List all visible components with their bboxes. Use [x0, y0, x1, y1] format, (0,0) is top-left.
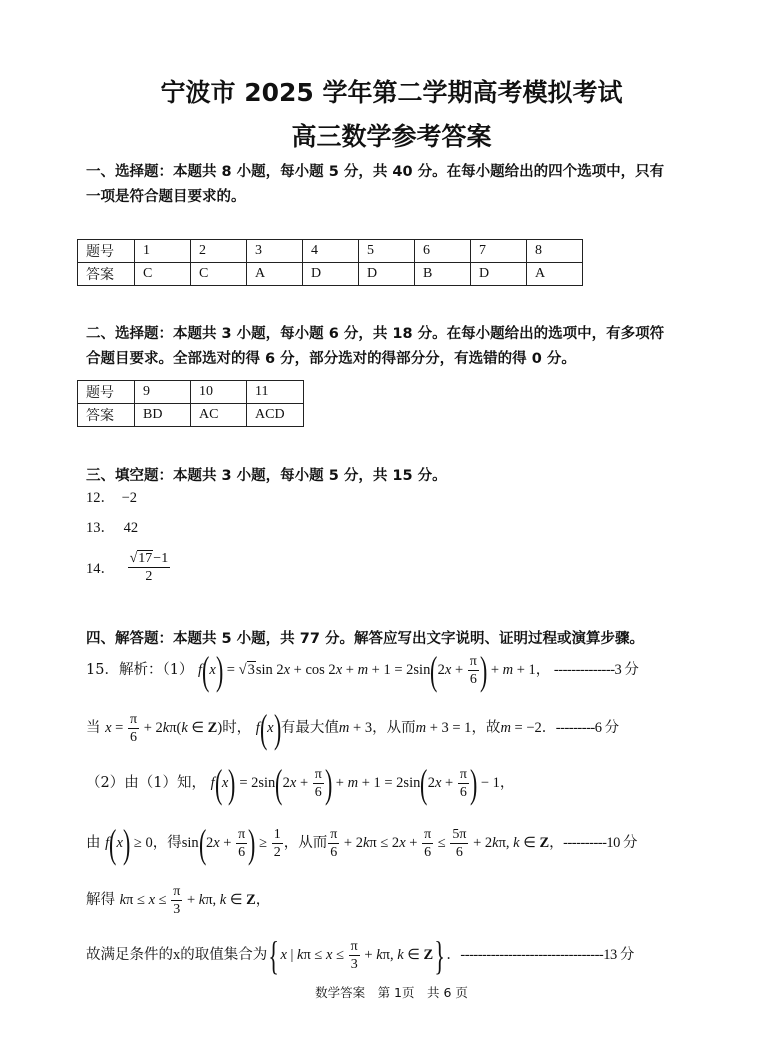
q15-part1-line [86, 647, 639, 693]
page-subtitle: 高三数学参考答案 [291, 122, 492, 151]
question-number: 1 [135, 240, 191, 263]
radicand: 17 [138, 551, 153, 566]
q15-set-line [86, 932, 634, 978]
text-segment: 故满足条件的 [86, 947, 173, 963]
question-number: 11 [247, 381, 304, 404]
text-segment: 由 [86, 835, 101, 851]
text-segment: ，故 [471, 720, 501, 736]
score-marker: ，----------10 分 [549, 835, 638, 851]
answer-cell: D [303, 263, 359, 286]
text-segment: 的取值集合为 [180, 947, 268, 963]
formula: {x | kπ ≤ x ≤ $\frac{\pi}{3}$ + kπ, k ∈ Z} [268, 932, 446, 978]
formula: f(x) = √3sin 2x + cos 2x + m + 1 = 2sin(2x + $\frac{\pi}{6}$ ) + m + 1， [198, 647, 554, 693]
variable: x [173, 947, 181, 963]
question-number: 2 [191, 240, 247, 263]
formula: f(x) = 2sin(2x + $\frac{\pi}{6}$ ) + m + 1 = 2sin(2x + $\frac{\pi}{6}$ ) − 1， [210, 760, 515, 806]
answer-cell: A [247, 263, 303, 286]
answer-cell: C [191, 263, 247, 286]
answer-value: 42 [123, 520, 139, 536]
q15-part2-line [86, 760, 515, 806]
text-segment: （2）由（1）知， [86, 775, 206, 791]
question-number: 7 [471, 240, 527, 263]
question-number: 9 [135, 381, 191, 404]
formula: f(x) ≥ 0 [105, 820, 153, 866]
text-segment: 当 [86, 720, 101, 736]
section1-heading-line1: 一、选择题：本题共 8 小题，每小题 5 分，共 40 分。在每小题给出的四个选项中，只有 [86, 164, 665, 180]
section2-heading-line2: 合题目要求。全部选对的得 6 分，部分选对的得部分分，有选错的得 0 分。 [86, 351, 576, 367]
formula: x = $\frac{\pi}{6}$ + 2kπ(k ∈ Z) [105, 712, 223, 746]
formula: m = −2 [500, 720, 542, 736]
question-number: 8 [527, 240, 583, 263]
formula: kπ ≤ x ≤ $\frac{\pi}{3}$ + kπ, k ∈ Z， [119, 884, 271, 918]
q15-label: 15．解析：（1） [86, 662, 194, 678]
row-label: 题号 [78, 240, 135, 263]
section1-heading-line2: 一项是符合题目要求的。 [86, 189, 246, 205]
page-footer: 数学答案 第 1页 共 6 页 [315, 985, 468, 1000]
table-row [78, 381, 304, 404]
formula: m + 3 = 1 [415, 720, 472, 736]
formula: m + 3 [338, 720, 373, 736]
text-segment: ，得 [152, 835, 182, 851]
formula: $\frac{\pi}{6}$ + 2kπ ≤ 2x + $\frac{\pi}{6}$ ≤ $\frac{5\pi}{6}$ + 2kπ, k ∈ Z [330, 827, 550, 861]
question-number: 5 [359, 240, 415, 263]
text-segment: ，从而 [283, 835, 328, 851]
answer-cell: D [359, 263, 415, 286]
answer-value: −2 [121, 490, 138, 506]
question-number: 6 [415, 240, 471, 263]
text-segment: 有最大值 [280, 720, 339, 736]
subtrahend: −1 [153, 551, 169, 566]
section3-heading: 三、填空题：本题共 3 小题，每小题 5 分，共 15 分。 [86, 468, 447, 484]
answer-cell: BD [135, 404, 191, 427]
answer-13 [86, 516, 138, 537]
question-label: 13． [86, 520, 115, 536]
answer-12 [86, 486, 137, 507]
answer-cell: C [135, 263, 191, 286]
score-marker: --------------3 分 [553, 662, 639, 678]
page-title: 宁波市 2025 学年第二学期高考模拟考试 [160, 78, 623, 107]
formula: f(x) [255, 705, 281, 751]
question-number: 3 [247, 240, 303, 263]
multi-choice-answer-table [77, 380, 304, 427]
question-label: 14． [86, 561, 115, 577]
section2-heading-line1: 二、选择题：本题共 3 小题，每小题 6 分，共 18 分。在每小题给出的选项中，有多项符 [86, 326, 665, 342]
section4-heading: 四、解答题：本题共 5 小题，共 77 分。解答应写出文字说明、证明过程或演算步骤。 [86, 631, 644, 647]
row-label: 题号 [78, 381, 135, 404]
score-marker: ．---------6 分 [541, 720, 619, 736]
text-segment: ，从而 [372, 720, 416, 736]
answer-14 [86, 550, 171, 585]
table-row [78, 263, 583, 286]
answer-cell: A [527, 263, 583, 286]
score-marker: ．---------------------------------13 分 [446, 947, 634, 963]
question-number: 10 [191, 381, 247, 404]
denominator: 2 [145, 569, 153, 584]
question-number: 4 [303, 240, 359, 263]
formula: sin(2x + $\frac{\pi}{6}$ ) ≥ $\frac{1}{2}$ [181, 820, 281, 866]
table-row [78, 240, 583, 263]
row-label: 答案 [78, 263, 135, 286]
answer-cell: D [471, 263, 527, 286]
q15-max-line [86, 705, 619, 751]
row-label: 答案 [78, 404, 135, 427]
question-label: 12． [86, 490, 115, 506]
answer-cell: B [415, 263, 471, 286]
answer-cell: AC [191, 404, 247, 427]
text-segment: 时， [222, 720, 252, 736]
text-segment: 解得 [86, 892, 115, 908]
choice-answer-table [77, 239, 583, 286]
fraction: $\frac{√17-1}{2}$ [129, 551, 169, 584]
q15-solve-line [86, 882, 270, 918]
table-row [78, 404, 304, 427]
answer-cell: ACD [247, 404, 304, 427]
q15-inequality-line [86, 820, 638, 866]
